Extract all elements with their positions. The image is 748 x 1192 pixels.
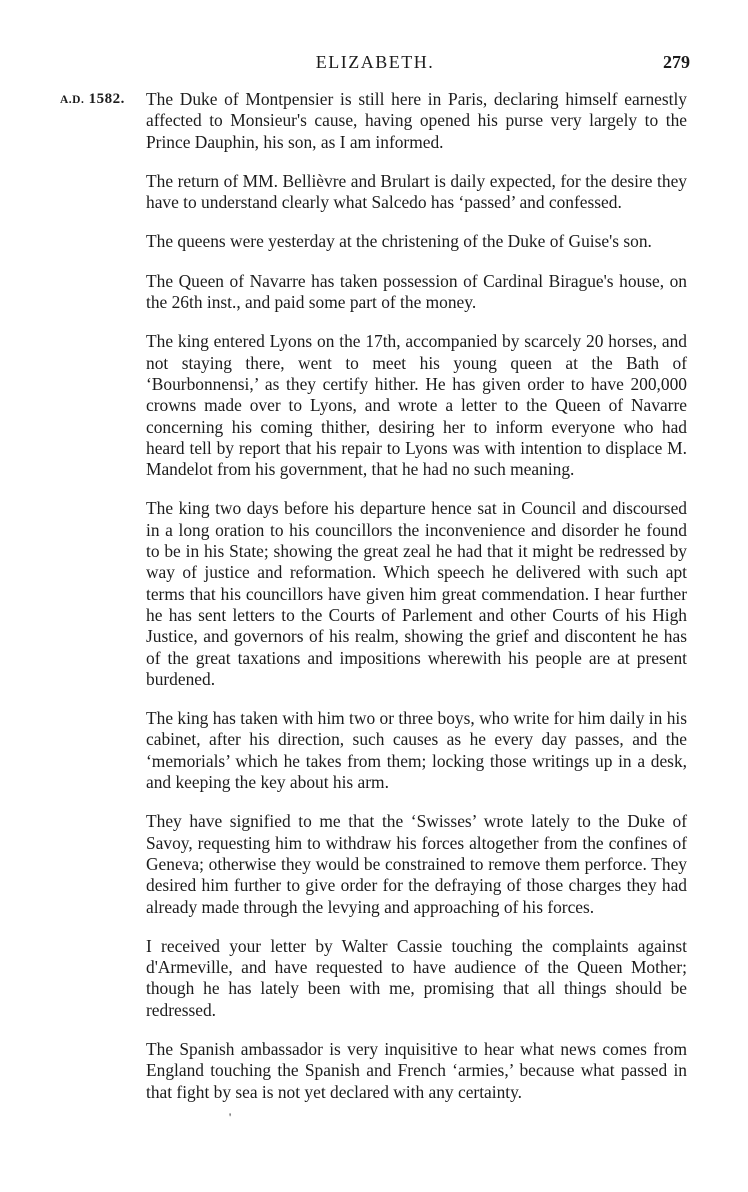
paragraph: The king has taken with him two or three boys, who write for him daily in his cabinet, after his direction, such causes as he every day passes, and the ‘memorials’ which he takes from them; locking those writings up in a desk, and keeping the key about his arm. (146, 708, 687, 793)
margin-date-year: 1582. (88, 91, 125, 107)
paragraph: I received your letter by Walter Cassie touching the complaints against d'Armeville, and have requested to have audience of the Queen Mother; though he has lately been with me, promising that all things should be redressed. (146, 935, 687, 1020)
page-number: 279 (663, 52, 690, 72)
running-head (60, 52, 690, 76)
paragraph: They have signified to me that the ‘Swisses’ wrote lately to the Duke of Savoy, requesting him to withdraw his forces altogether from the confines of Geneva; otherwise they would be constrained to remove them perforce. They desired him further to give order for the defraying of those charges they had already made through the levying and approaching of his forces. (146, 811, 687, 917)
paragraph: The return of MM. Bellièvre and Brulart is daily expected, for the desire they have to understand clearly what Salcedo has ‘passed’ and confessed. (146, 170, 687, 213)
paragraph: The queens were yesterday at the christening of the Duke of Guise's son. (146, 231, 652, 252)
paragraph: The Duke of Montpensier is still here in Paris, declaring himself earnestly affected to Monsieur's cause, having opened his purse very largely to the Prince Dauphin, his son, as I am informed. (146, 89, 687, 152)
margin-date-note (60, 91, 125, 108)
paragraph: The king entered Lyons on the 17th, accompanied by scarcely 20 horses, and not staying there, went to meet his young queen at the Bath of ‘Bourbonnensi,’ as they certify hither. He has given order to have 200,000 crowns made over to Lyons, and wrote a letter to the Queen of Navarre concerning his coming thither, desiring her to inform everyone who had heard tell by report that his repair to Lyons was with intention to displace M. Mandelot from his government, that he had no such meaning. (146, 331, 687, 480)
page-title: ELIZABETH. (315, 52, 435, 72)
stray-print-mark: ' (229, 1110, 232, 1124)
paragraph: The Queen of Navarre has taken possession of Cardinal Birague's house, on the 26th inst., and paid some part of the money. (146, 270, 687, 313)
paragraph: The king two days before his departure hence sat in Council and discoursed in a long oration to his councillors the inconvenience and disorder he found to be in his State; showing the great zeal he had that it might be redressed by way of justice and reformation. Which speech he delivered with such apt terms that his councillors have given him great commendation. I hear further he has sent letters to the Courts of Parlement and other Courts of his High Justice, and governors of his realm, showing the grief and discontent he has of the great taxations and impositions wherewith his people are at present burdened. (146, 498, 687, 689)
paragraph: The Spanish ambassador is very inquisitive to hear what news comes from England touching the Spanish and French ‘armies,’ because what passed in that fight by sea is not yet declared with any certainty. (146, 1038, 687, 1102)
body-text (146, 89, 687, 1121)
margin-date-prefix: A.D. (60, 94, 85, 106)
